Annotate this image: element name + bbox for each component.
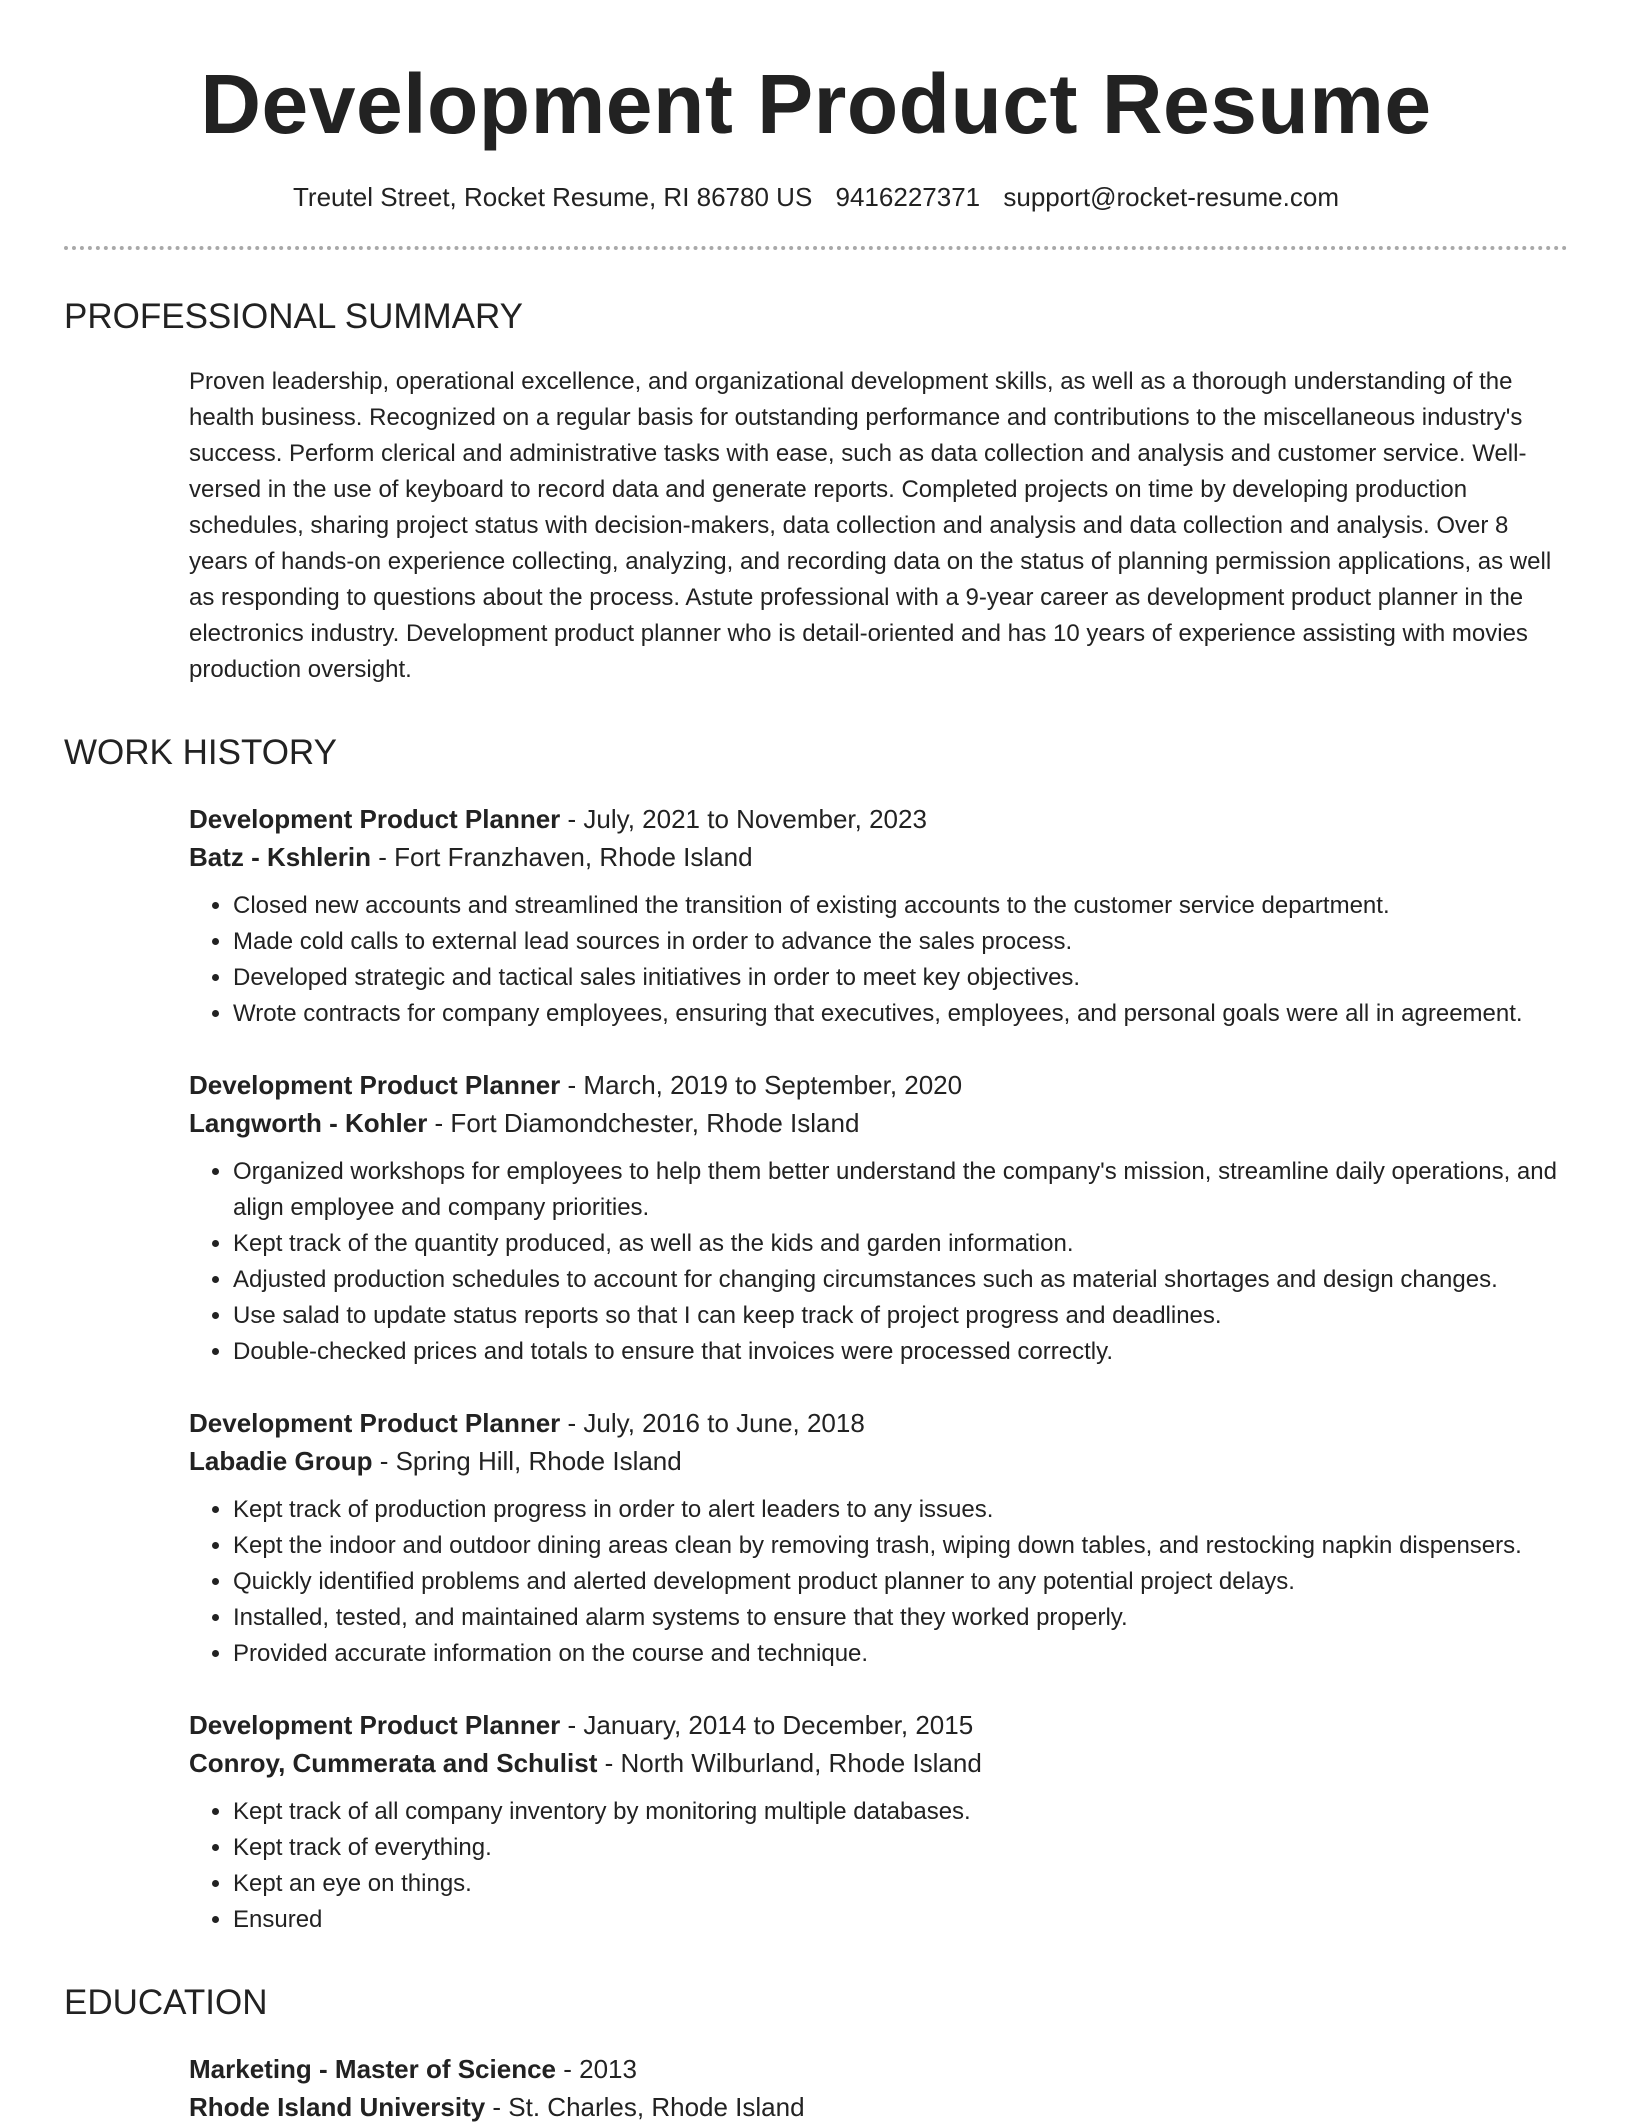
job-location: - North Wilburland, Rhode Island	[597, 1748, 982, 1778]
summary-section	[64, 296, 1568, 688]
resume-header	[64, 56, 1568, 214]
job-dates: - March, 2019 to September, 2020	[560, 1070, 963, 1100]
job-entry	[189, 1404, 1568, 1672]
job-role: Development Product Planner	[189, 804, 561, 834]
bullet-item: • Kept track of all company inventory by monitoring multiple databases.	[233, 1794, 1568, 1830]
school-name: Rhode Island University	[189, 2092, 486, 2122]
job-company: Batz - Kshlerin	[189, 842, 372, 872]
job-location: - Spring Hill, Rhode Island	[372, 1446, 682, 1476]
job-dates: - July, 2021 to November, 2023	[560, 804, 927, 834]
bullet-item: • Kept an eye on things.	[233, 1866, 1568, 1902]
bullet-item: • Kept track of production progress in order to alert leaders to any issues.	[233, 1492, 1568, 1528]
bullet-item: • Made cold calls to external lead sources in order to advance the sales process.	[233, 924, 1568, 960]
job-title-line	[189, 1706, 1568, 1744]
job-location: - Fort Diamondchester, Rhode Island	[427, 1108, 860, 1138]
header-divider	[64, 246, 1568, 250]
education-heading: EDUCATION	[64, 1983, 268, 2022]
job-role: Development Product Planner	[189, 1408, 561, 1438]
school-line	[189, 2088, 1568, 2126]
bullet-item: • Kept the indoor and outdoor dining areas clean by removing trash, wiping down tables, and restocking napkin dispensers.	[233, 1528, 1568, 1564]
contact-address: Treutel Street, Rocket Resume, RI 86780 US	[293, 182, 813, 212]
job-entry	[189, 800, 1568, 1032]
degree-name: Marketing - Master of Science	[189, 2054, 556, 2084]
job-title-line	[189, 1066, 1568, 1104]
bullet-item: • Organized workshops for employees to help them better understand the company's mission, streamline daily operations, and align employee and company priorities.	[233, 1154, 1568, 1226]
bullet-item: • Double-checked prices and totals to ensure that invoices were processed correctly.	[233, 1334, 1568, 1370]
summary-heading: PROFESSIONAL SUMMARY	[64, 297, 523, 336]
school-location: - St. Charles, Rhode Island	[485, 2092, 805, 2122]
bullet-item: • Kept track of the quantity produced, as well as the kids and garden information.	[233, 1226, 1568, 1262]
contact-line	[64, 180, 1568, 214]
job-company-line	[189, 1442, 1568, 1480]
bullet-item: • Kept track of everything.	[233, 1830, 1568, 1866]
contact-phone: 9416227371	[835, 182, 981, 212]
job-bullets	[189, 1492, 1568, 1672]
education-section	[64, 1982, 1568, 2126]
job-dates: - July, 2016 to June, 2018	[560, 1408, 865, 1438]
degree-year: - 2013	[556, 2054, 637, 2084]
job-title-line	[189, 800, 1568, 838]
resume-name: Development Product Resume	[200, 57, 1432, 151]
bullet-item: • Closed new accounts and streamlined the transition of existing accounts to the customer service department.	[233, 888, 1568, 924]
bullet-item: • Provided accurate information on the course and technique.	[233, 1636, 1568, 1672]
job-company: Conroy, Cummerata and Schulist	[189, 1748, 598, 1778]
job-bullets	[189, 1154, 1568, 1370]
contact-email: support@rocket-resume.com	[1003, 182, 1339, 212]
summary-text: Proven leadership, operational excellence, and organizational development skills, as well as a thorough understanding of the health business. Recognized on a regular basis for outstanding performance and contributions to the miscellaneous industry's success. Perform clerical and administrative tasks with ease, such as data collection and analysis and customer service. Well-versed in the use of keyboard to record data and generate reports. Completed projects on time by developing production schedules, sharing project status with decision-makers, data collection and analysis and data collection and analysis. Over 8 years of hands-on experience collecting, analyzing, and recording data on the status of planning permission applications, as well as responding to questions about the process. Astute professional with a 9-year career as development product planner in the electronics industry. Development product planner who is detail-oriented and has 10 years of experience assisting with movies production oversight.	[189, 368, 1552, 683]
job-bullets	[189, 1794, 1568, 1938]
education-entry	[189, 2050, 1568, 2126]
job-role: Development Product Planner	[189, 1070, 561, 1100]
resume-page	[64, 0, 1568, 2126]
bullet-item: • Quickly identified problems and alerted development product planner to any potential project delays.	[233, 1564, 1568, 1600]
job-entry	[189, 1066, 1568, 1370]
job-company: Langworth - Kohler	[189, 1108, 428, 1138]
bullet-item: • Ensured	[233, 1902, 1568, 1938]
job-bullets	[189, 888, 1568, 1032]
bullet-item: • Developed strategic and tactical sales initiatives in order to meet key objectives.	[233, 960, 1568, 996]
job-entry	[189, 1706, 1568, 1938]
job-company-line	[189, 838, 1568, 876]
job-company: Labadie Group	[189, 1446, 373, 1476]
work-history-section	[64, 732, 1568, 1938]
work-history-heading: WORK HISTORY	[64, 733, 337, 772]
bullet-item: • Use salad to update status reports so that I can keep track of project progress and deadlines.	[233, 1298, 1568, 1334]
job-role: Development Product Planner	[189, 1710, 561, 1740]
job-title-line	[189, 1404, 1568, 1442]
degree-line	[189, 2050, 1568, 2088]
bullet-item: • Wrote contracts for company employees, ensuring that executives, employees, and personal goals were all in agreement.	[233, 996, 1568, 1032]
bullet-item: • Adjusted production schedules to account for changing circumstances such as material shortages and design changes.	[233, 1262, 1568, 1298]
job-company-line	[189, 1104, 1568, 1142]
bullet-item: • Installed, tested, and maintained alarm systems to ensure that they worked properly.	[233, 1600, 1568, 1636]
job-dates: - January, 2014 to December, 2015	[560, 1710, 974, 1740]
job-company-line	[189, 1744, 1568, 1782]
job-location: - Fort Franzhaven, Rhode Island	[371, 842, 753, 872]
